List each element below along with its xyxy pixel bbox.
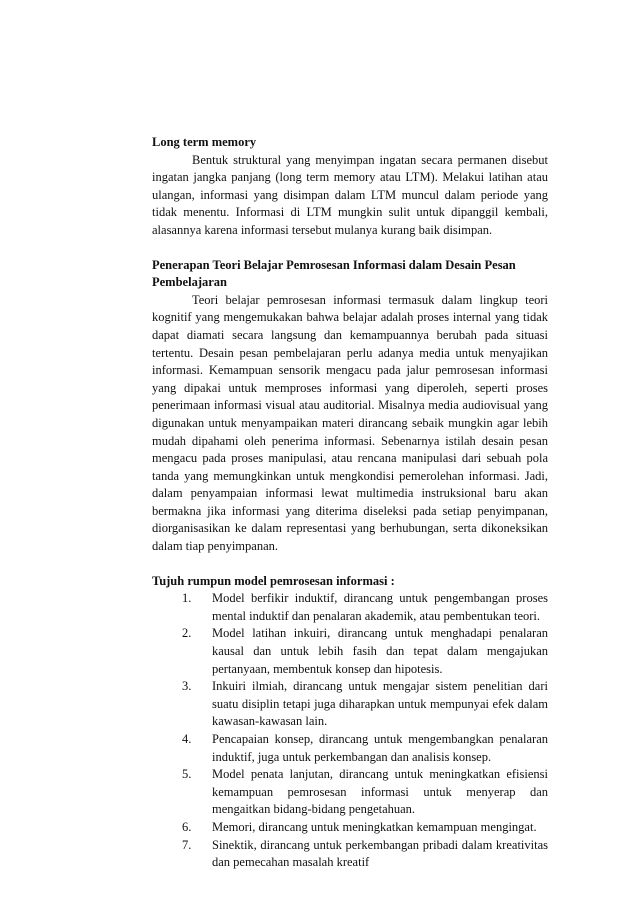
paragraph-penerapan-teori: Teori belajar pemrosesan informasi termasuk dalam lingkup teori kognitif yang mengemukakan bahwa belajar adalah proses internal yang tidak dapat diamati secara langsung dan kemampuannya berubah pada situasi tertentu. Desain pesan pembelajaran perlu adanya media untuk menyajikan informasi. Kemampuan sensorik mengacu pada jalur pemrosesan informasi yang dipakai untuk memproses informasi yang diperoleh, seperti proses penerimaan informasi visual atau auditorial. Misalnya media audiovisual yang digunakan untuk menyampaikan materi dirancang sebaik mungkin agar lebih mudah dipahami oleh penerima informasi. Sebenarnya istilah desain pesan mengacu pada proses manipulasi, atau rencana manipulasi dari sebuah pola tanda yang memungkinkan untuk mengkondisi pemerolehan informasi. Jadi, dalam penyampaian informasi lewat multimedia instruksional baru akan bermakna jika informasi yang diterima diseleksi pada setiap penyimpanan, diorganisasikan ke dalam representasi yang berhubungan, serta dikoneksikan dalam tiap penyimpanan. — [152, 292, 548, 554]
list-item — [152, 625, 548, 678]
list-item-text: Pencapaian konsep, dirancang untuk mengembangkan penalaran induktif, juga untuk perkembangan dan analisis konsep. — [212, 732, 548, 764]
list-number: 6. — [182, 819, 192, 834]
paragraph-long-term-memory: Bentuk struktural yang menyimpan ingatan secara permanen disebut ingatan jangka panjang (long term memory atau LTM). Melakui latihan atau ulangan, informasi yang disimpan dalam LTM muncul dalam periode yang tidak menentu. Informasi di LTM mungkin sulit untuk dipanggil kembali, alasannya karena informasi tersebut mulanya kurang baik disimpan. — [152, 152, 548, 237]
list-number: 2. — [182, 626, 192, 641]
list-item — [152, 766, 548, 819]
spacer — [152, 240, 548, 257]
list-number: 5. — [182, 767, 192, 782]
list-item — [152, 731, 548, 766]
list-item — [152, 837, 548, 872]
list-item-text: Model penata lanjutan, dirancang untuk meningkatkan efisiensi kemampuan pemrosesan informasi untuk menyerap dan mengaitkan bidang-bidang pengetahuan. — [212, 767, 548, 817]
list-number: 3. — [182, 679, 192, 694]
list-number: 1. — [182, 591, 192, 606]
list-item-text: Model latihan inkuiri, dirancang untuk menghadapi penalaran kausal dan untuk lebih fasih dan tepat dalam mengajukan pertanyaan, membentuk konsep dan hipotesis. — [212, 626, 548, 676]
list-number: 4. — [182, 732, 192, 746]
list-item-text: Model berfikir induktif, dirancang untuk pengembangan proses mental induktif dan penalaran akademik, atau pembentukan teori. — [212, 591, 548, 623]
heading-penerapan-teori: Penerapan Teori Belajar Pemrosesan Informasi dalam Desain Pesan Pembelajaran — [152, 257, 516, 290]
list-item-text: Inkuiri ilmiah, dirancang untuk mengajar sistem penelitian dari suatu disiplin tetapi juga diharapkan untuk mempunyai efek dalam kawasan-kawasan lain. — [212, 679, 548, 729]
list-item — [152, 819, 548, 837]
heading-long-term-memory: Long term memory — [152, 135, 257, 149]
heading-tujuh-rumpun: Tujuh rumpun model pemrosesan informasi : — [152, 573, 395, 588]
spacer — [152, 556, 548, 573]
list-item — [152, 590, 548, 625]
list-item — [152, 678, 548, 731]
document-page — [152, 134, 548, 872]
list-item-text: Memori, dirancang untuk meningkatkan kemampuan mengingat. — [212, 819, 537, 834]
list-item-text: Sinektik, dirancang untuk perkembangan pribadi dalam kreativitas dan pemecahan masalah kreatif — [212, 837, 548, 870]
numbered-list — [152, 590, 548, 872]
list-number: 7. — [182, 837, 192, 852]
